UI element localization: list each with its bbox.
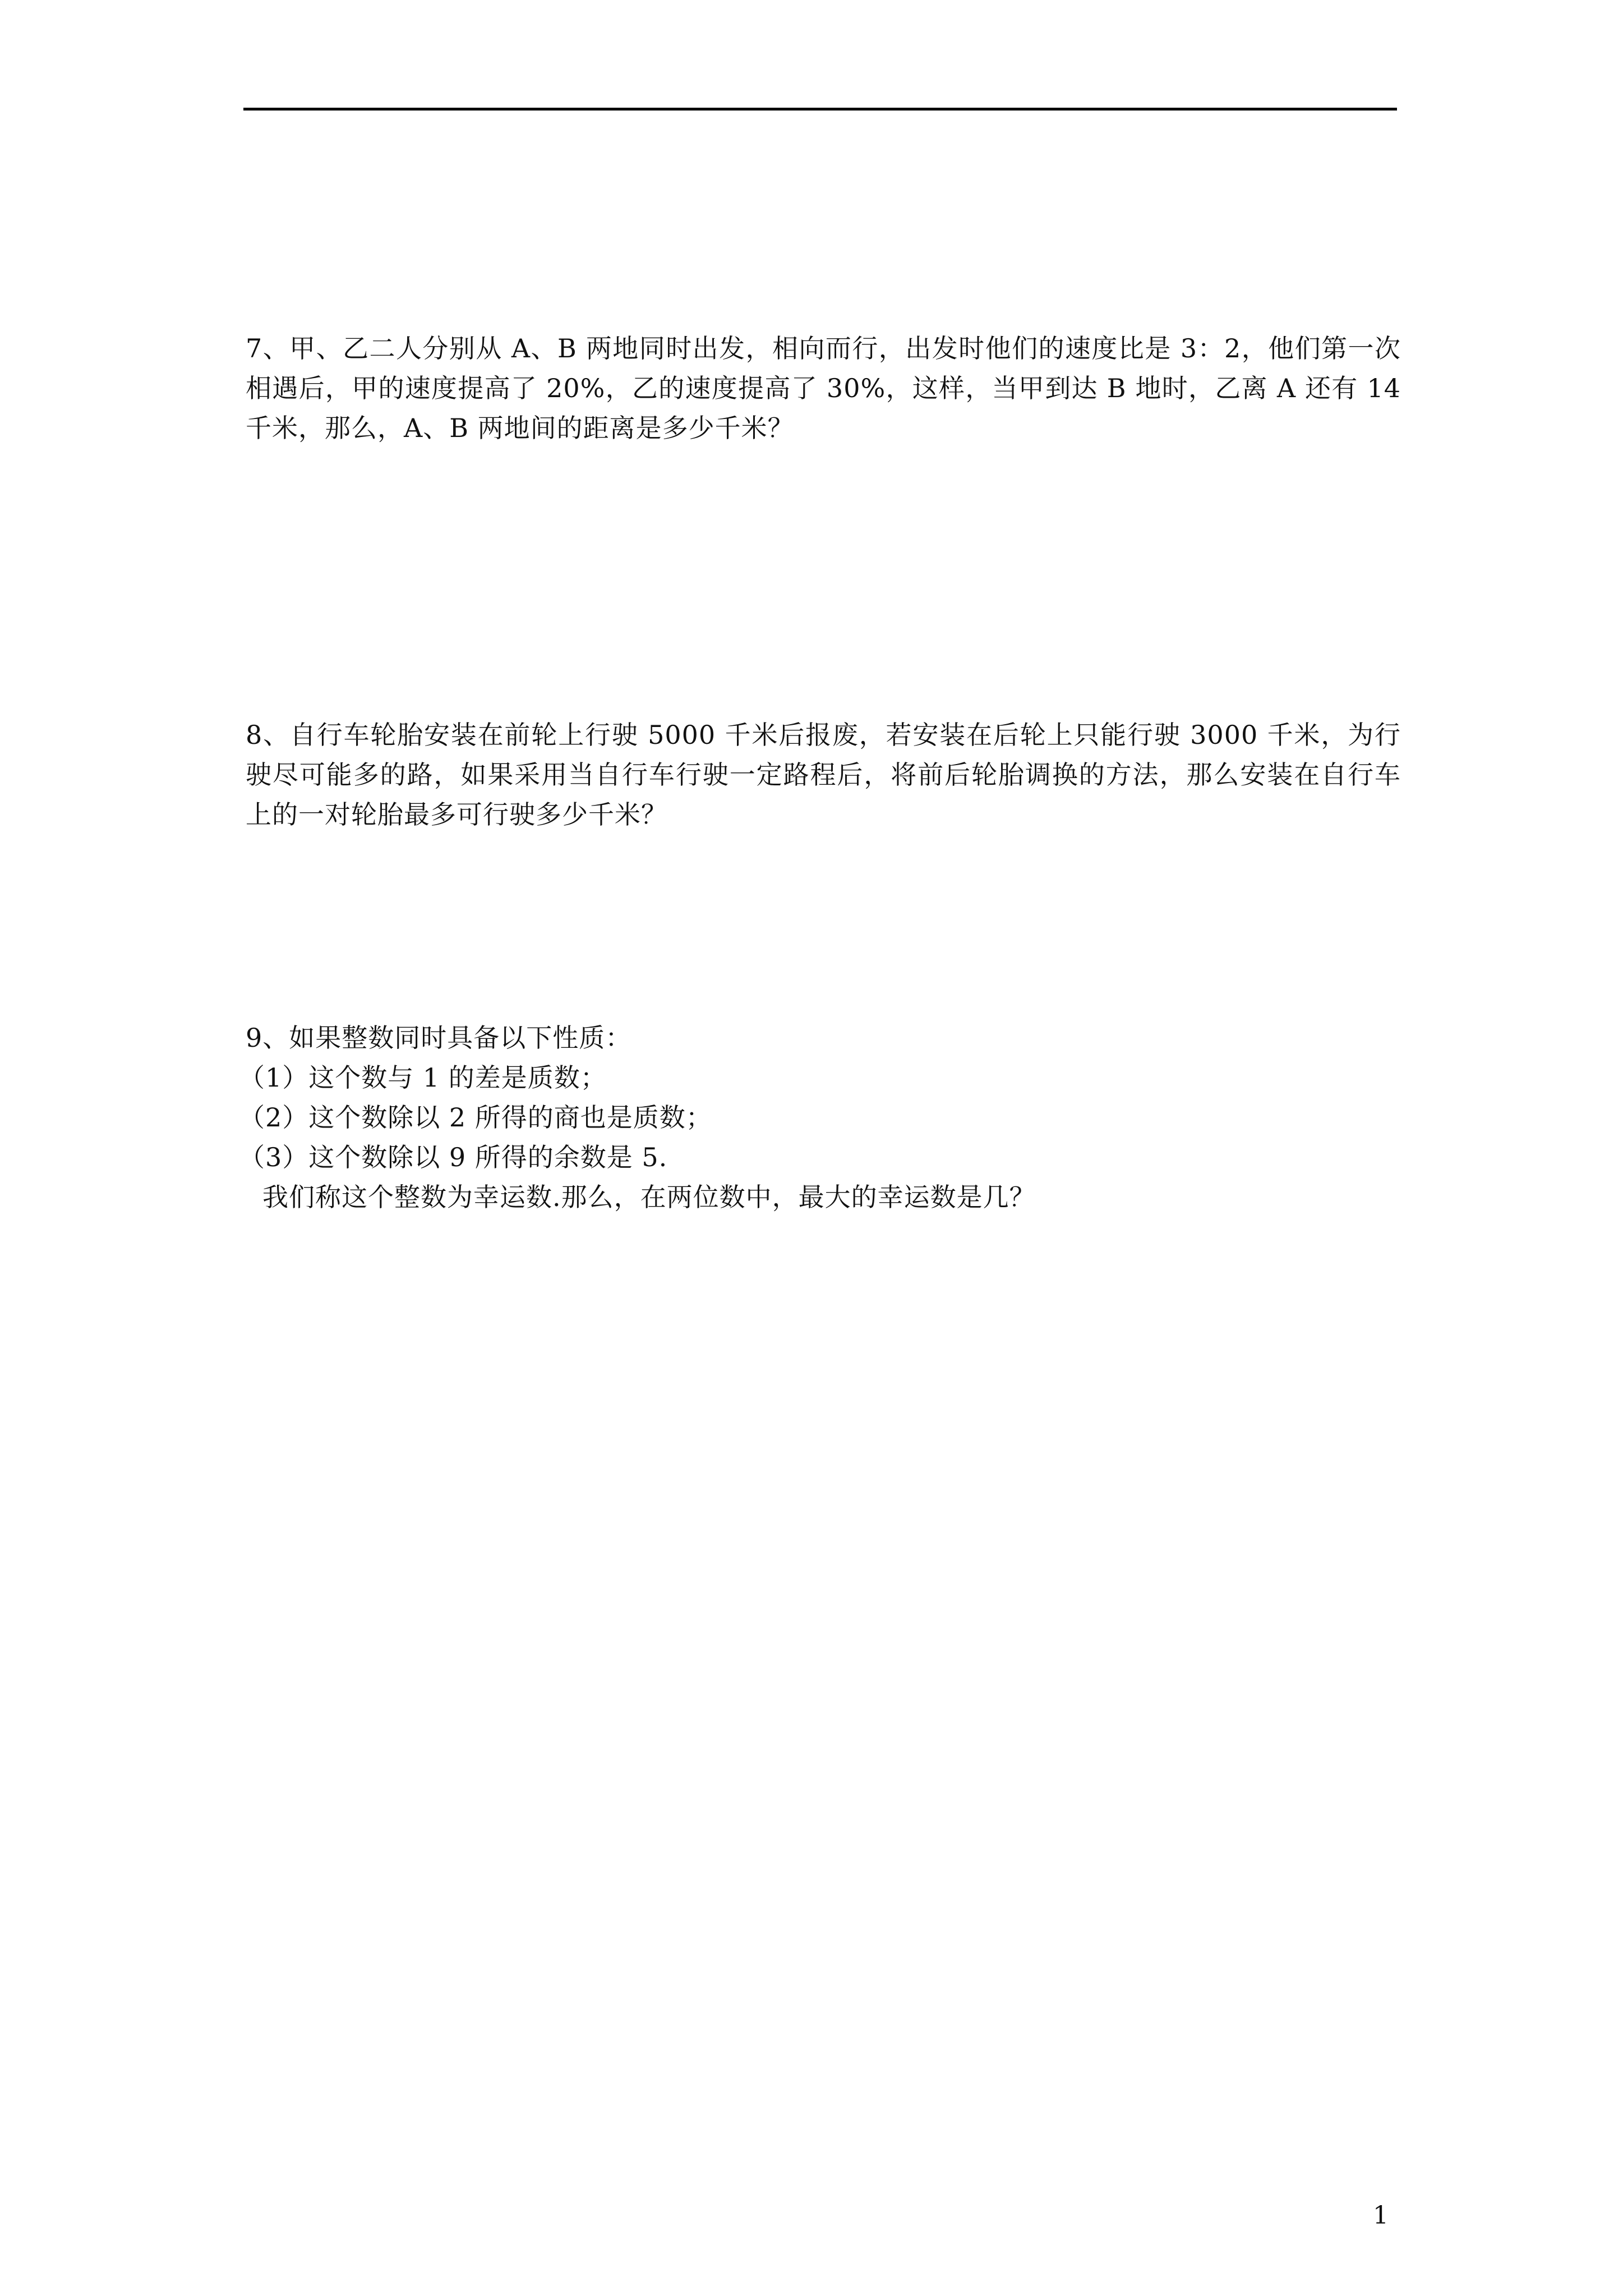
question-8: [246, 715, 1401, 835]
header-rule: [243, 108, 1397, 111]
question-9-condition-3: （3）这个数除以 9 所得的余数是 5.: [239, 1142, 668, 1172]
question-7: [246, 329, 1401, 448]
question-9-intro: 9、如果整数同时具备以下性质：: [246, 1023, 632, 1053]
question-8-text: 8、自行车轮胎安装在前轮上行驶 5000 千米后报废，若安装在后轮上只能行驶 3000 千米，为行驶尽可能多的路，如果采用当自行车行驶一定路程后，将前后轮胎调换的方法，那么安装在自行车上的一对轮胎最多可行驶多少千米？: [246, 720, 1401, 830]
question-9-question: 我们称这个整数为幸运数.那么，在两位数中，最大的幸运数是几？: [262, 1182, 1036, 1212]
question-9-condition-2: （2）这个数除以 2 所得的商也是质数；: [239, 1102, 712, 1133]
question-9: [239, 1018, 1401, 1217]
page-number: 1: [1373, 2201, 1389, 2230]
question-9-condition-1: （1）这个数与 1 的差是质数；: [239, 1062, 607, 1093]
question-7-text: 7、甲、乙二人分别从 A、B 两地同时出发，相向而行，出发时他们的速度比是 3：2，他们第一次相遇后，甲的速度提高了 20%，乙的速度提高了 30%，这样，当甲到达 B 地时，乙离 A 还有 14 千米，那么，A、B 两地间的距离是多少千米？: [246, 333, 1401, 443]
